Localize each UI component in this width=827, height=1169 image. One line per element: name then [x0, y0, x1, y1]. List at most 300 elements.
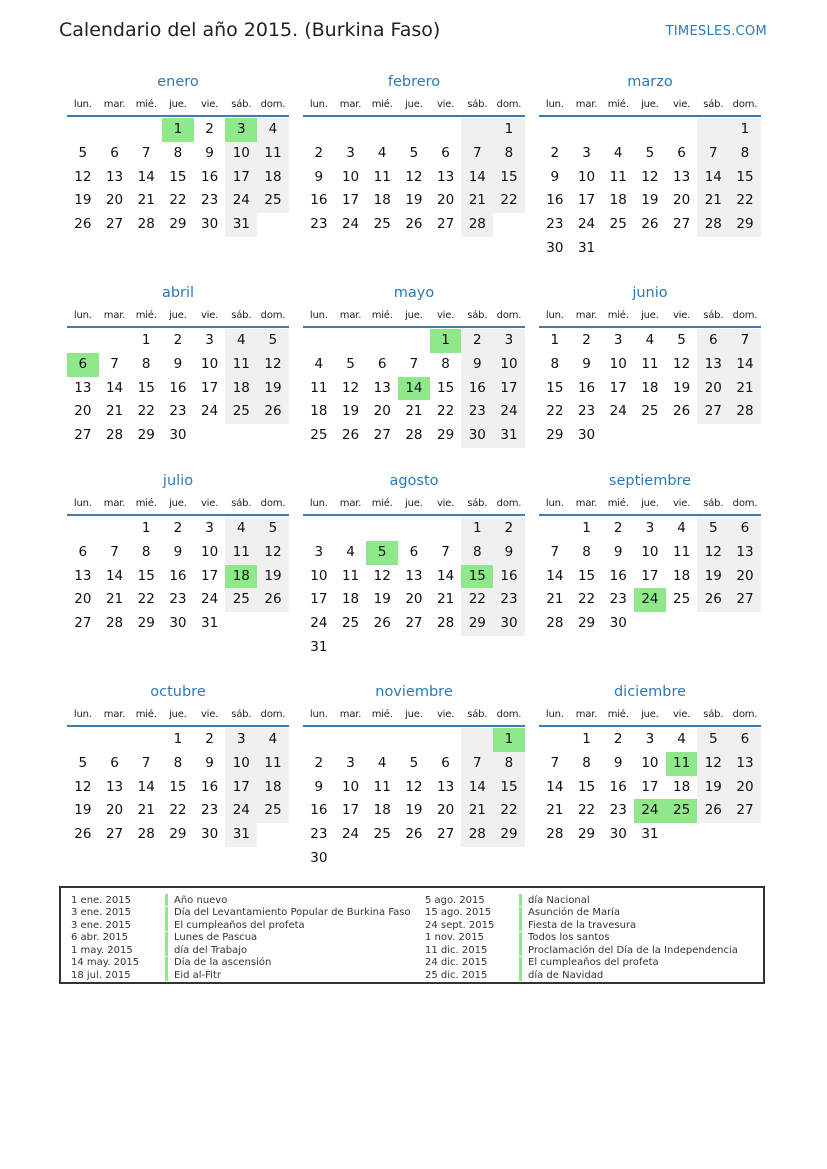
day-grid — [67, 728, 289, 847]
day-cell: 7 — [461, 752, 493, 776]
day-cell: 1 — [582, 731, 591, 747]
day-cell: 20 — [105, 192, 124, 209]
weekday-header — [67, 703, 289, 727]
weekday-label: mar. — [339, 309, 362, 321]
day-cell: 7 — [110, 355, 119, 372]
weekday-label: mié. — [607, 708, 629, 720]
day-cell: 9 — [582, 355, 591, 372]
weekday-label: vie. — [672, 98, 691, 110]
day-cell: 13 — [373, 379, 391, 396]
day-cell: 21 — [137, 192, 155, 209]
day-cell: 26 — [673, 403, 691, 420]
holiday-name: Eid al-Fitr — [174, 969, 221, 981]
day-cell: 23 — [310, 216, 328, 232]
day-cell: 13 — [74, 567, 92, 584]
day-empty — [430, 728, 462, 752]
day-cell: 22 — [577, 802, 596, 819]
day-cell: 25 — [373, 216, 391, 232]
day-cell: 27 — [74, 427, 92, 443]
day-cell: 21 — [546, 591, 564, 608]
day-empty — [539, 118, 571, 142]
day-cell: 17 — [341, 192, 360, 209]
holiday-date: 3 ene. 2015 — [71, 919, 131, 931]
day-empty — [366, 517, 398, 541]
day-cell: 16 — [609, 778, 627, 795]
day-cell: 19 — [405, 802, 423, 819]
day-cell: 2 — [582, 332, 591, 348]
day-cell: 10 — [201, 355, 219, 372]
holiday-date: 5 ago. 2015 — [425, 894, 485, 906]
day-cell: 28 — [437, 615, 455, 631]
day-cell: 8 — [173, 144, 183, 161]
weekday-label: mar. — [575, 98, 598, 110]
weekday-header — [303, 304, 525, 328]
holiday-marker — [519, 944, 522, 956]
day-empty — [303, 728, 335, 752]
holiday-row — [71, 907, 411, 920]
day-cell: 30 — [577, 427, 596, 443]
day-cell: 16 — [609, 567, 627, 584]
weekday-label: lun. — [309, 309, 328, 321]
day-cell: 8 — [461, 541, 493, 565]
day-cell: 30 — [609, 826, 627, 842]
weekday-label: jue. — [169, 98, 187, 110]
weekday-label: sáb. — [231, 497, 252, 509]
day-cell: 6 — [110, 144, 119, 161]
holiday-row — [71, 969, 411, 982]
weekday-label: lun. — [73, 497, 92, 509]
day-cell: 16 — [310, 192, 328, 209]
day-cell: 27 — [437, 216, 455, 232]
day-cell: 8 — [729, 142, 761, 166]
weekday-label: dom. — [260, 98, 286, 110]
day-cell: 18 — [373, 192, 391, 209]
weekday-label: mar. — [103, 708, 126, 720]
day-cell: 10 — [225, 752, 257, 776]
day-cell: 22 — [169, 192, 187, 209]
day-cell: 24 — [310, 615, 328, 631]
day-cell: 11 — [257, 142, 289, 166]
holiday-row — [425, 919, 738, 932]
weekday-label: sáb. — [231, 708, 252, 720]
day-cell: 11 — [257, 752, 289, 776]
weekday-label: lun. — [545, 309, 564, 321]
holiday-date: 25 dic. 2015 — [425, 969, 488, 981]
month-octubre — [67, 681, 289, 847]
day-cell: 21 — [546, 802, 564, 819]
holiday-row — [425, 957, 738, 970]
day-grid — [539, 329, 761, 448]
day-cell: 1 — [550, 332, 560, 348]
day-empty — [130, 118, 162, 142]
day-cell: 10 — [641, 754, 659, 771]
weekday-header — [303, 93, 525, 117]
day-grid — [303, 728, 525, 871]
day-cell: 24 — [341, 216, 360, 232]
holiday-marker — [519, 919, 522, 931]
day-empty — [335, 517, 367, 541]
holiday-name: Asunción de María — [528, 907, 621, 919]
weekday-label: dom. — [732, 708, 758, 720]
weekday-header — [303, 492, 525, 516]
day-empty — [634, 118, 666, 142]
day-cell: 4 — [677, 731, 686, 747]
weekday-label: mié. — [371, 98, 393, 110]
day-grid — [539, 728, 761, 847]
month-septiembre — [539, 470, 761, 636]
day-cell: 4 — [225, 329, 257, 353]
day-cell: 17 — [641, 567, 659, 584]
day-cell: 3 — [314, 543, 324, 560]
weekday-label: jue. — [405, 708, 423, 720]
day-cell: 19 — [641, 192, 659, 209]
site-link[interactable]: TIMESLES.COM — [665, 24, 767, 39]
weekday-header — [67, 492, 289, 516]
weekday-label: dom. — [496, 309, 522, 321]
day-cell: 27 — [105, 826, 124, 842]
day-cell: 6 — [677, 144, 686, 161]
month-julio — [67, 470, 289, 636]
day-cell: 15 — [437, 379, 455, 396]
day-cell: 13 — [405, 567, 423, 584]
day-cell: 15 — [137, 379, 155, 396]
day-cell: 12 — [257, 353, 289, 377]
day-cell: 8 — [493, 752, 525, 776]
day-cell: 19 — [257, 377, 289, 401]
day-cell: 26 — [257, 400, 289, 424]
day-cell: 30 — [546, 239, 564, 256]
day-empty — [335, 329, 367, 353]
day-cell: 6 — [441, 754, 450, 771]
month-junio — [539, 282, 761, 448]
weekday-label: mié. — [135, 98, 157, 110]
day-cell: 17 — [201, 567, 219, 584]
holiday-date: 18 jul. 2015 — [71, 969, 131, 981]
day-cell: 31 — [225, 213, 257, 237]
day-cell: 12 — [405, 168, 423, 185]
day-cell: 31 — [641, 826, 659, 842]
day-cell: 25 — [641, 403, 659, 420]
day-cell: 5 — [78, 144, 88, 161]
day-cell: 16 — [493, 565, 525, 589]
day-cell: 3 — [225, 728, 257, 752]
day-cell: 17 — [609, 379, 627, 396]
day-empty — [67, 329, 99, 353]
day-cell: 11 — [666, 752, 698, 776]
day-cell: 2 — [205, 121, 214, 137]
day-cell: 12 — [74, 168, 92, 185]
weekday-label: mar. — [103, 497, 126, 509]
weekday-label: mié. — [607, 309, 629, 321]
day-cell: 20 — [437, 192, 455, 209]
day-cell: 18 — [225, 565, 257, 589]
holiday-name: Proclamación del Día de la Independencia — [528, 944, 738, 956]
day-empty — [303, 517, 335, 541]
day-cell: 22 — [169, 802, 187, 819]
day-cell: 17 — [310, 591, 328, 608]
day-empty — [335, 118, 367, 142]
weekday-label: jue. — [169, 708, 187, 720]
day-cell: 3 — [645, 520, 655, 536]
day-cell: 27 — [405, 615, 423, 631]
day-cell: 2 — [493, 517, 525, 541]
day-cell: 23 — [577, 403, 596, 420]
weekday-label: vie. — [436, 708, 455, 720]
holiday-marker — [519, 894, 522, 906]
day-empty — [67, 728, 99, 752]
day-cell: 27 — [437, 826, 455, 842]
day-cell: 25 — [666, 799, 698, 823]
day-cell: 5 — [346, 355, 355, 372]
day-cell: 31 — [310, 638, 328, 655]
weekday-label: mar. — [575, 708, 598, 720]
day-empty — [366, 329, 398, 353]
day-cell: 21 — [729, 377, 761, 401]
day-empty — [99, 329, 131, 353]
weekday-label: vie. — [672, 708, 691, 720]
day-cell: 9 — [205, 754, 214, 771]
day-cell: 14 — [546, 567, 564, 584]
day-cell: 15 — [493, 776, 525, 800]
weekday-label: vie. — [672, 497, 691, 509]
day-empty — [398, 329, 430, 353]
day-cell: 19 — [673, 379, 691, 396]
day-cell: 12 — [257, 541, 289, 565]
day-cell: 26 — [405, 826, 423, 842]
weekday-header — [303, 703, 525, 727]
day-cell: 14 — [105, 379, 124, 396]
weekday-label: lun. — [309, 497, 328, 509]
weekday-label: mié. — [135, 708, 157, 720]
day-cell: 19 — [257, 565, 289, 589]
holiday-column-right — [425, 894, 738, 982]
weekday-label: lun. — [73, 309, 92, 321]
holiday-date: 1 nov. 2015 — [425, 932, 484, 944]
day-cell: 15 — [493, 166, 525, 190]
day-cell: 24 — [609, 403, 627, 420]
weekday-label: vie. — [200, 98, 219, 110]
day-cell: 22 — [546, 403, 564, 420]
weekday-label: mar. — [339, 98, 362, 110]
day-cell: 3 — [613, 332, 623, 348]
day-cell: 6 — [441, 144, 450, 161]
day-cell: 15 — [169, 168, 187, 185]
day-cell: 5 — [677, 332, 686, 348]
day-cell: 23 — [609, 802, 627, 819]
day-cell: 13 — [729, 541, 761, 565]
day-cell: 19 — [405, 192, 423, 209]
day-cell: 1 — [493, 728, 525, 752]
day-empty — [602, 118, 634, 142]
holiday-row — [425, 944, 738, 957]
day-cell: 13 — [74, 379, 92, 396]
day-cell: 10 — [493, 353, 525, 377]
day-cell: 25 — [609, 216, 627, 232]
day-cell: 12 — [697, 541, 729, 565]
day-cell: 12 — [673, 355, 691, 372]
holiday-date: 15 ago. 2015 — [425, 907, 492, 919]
day-cell: 28 — [105, 615, 124, 631]
day-cell: 25 — [673, 591, 691, 608]
holiday-row — [71, 919, 411, 932]
holiday-row — [425, 932, 738, 945]
day-cell: 7 — [550, 543, 560, 560]
day-cell: 12 — [373, 567, 391, 584]
holiday-marker — [519, 969, 522, 981]
day-cell: 8 — [582, 754, 591, 771]
day-empty — [335, 728, 367, 752]
day-cell: 17 — [225, 166, 257, 190]
day-cell: 13 — [697, 353, 729, 377]
weekday-label: lun. — [545, 497, 564, 509]
weekday-label: dom. — [496, 708, 522, 720]
day-grid — [539, 517, 761, 636]
day-cell: 26 — [257, 588, 289, 612]
day-cell: 11 — [641, 355, 659, 372]
weekday-label: dom. — [260, 708, 286, 720]
day-cell: 20 — [729, 565, 761, 589]
day-cell: 6 — [729, 517, 761, 541]
weekday-label: mar. — [103, 98, 126, 110]
weekday-label: mié. — [135, 497, 157, 509]
day-cell: 13 — [437, 168, 455, 185]
day-cell: 24 — [577, 216, 596, 232]
day-cell: 16 — [310, 802, 328, 819]
day-cell: 1 — [141, 332, 151, 348]
day-cell: 5 — [697, 517, 729, 541]
day-cell: 7 — [461, 142, 493, 166]
holiday-marker — [165, 957, 168, 969]
day-grid — [67, 329, 289, 448]
weekday-label: mié. — [371, 497, 393, 509]
day-cell: 22 — [461, 588, 493, 612]
day-cell: 29 — [137, 427, 155, 443]
day-cell: 13 — [437, 778, 455, 795]
day-cell: 28 — [461, 213, 493, 237]
day-empty — [99, 517, 131, 541]
holiday-marker — [519, 957, 522, 969]
day-cell: 1 — [430, 329, 462, 353]
day-cell: 15 — [577, 567, 596, 584]
day-cell: 22 — [493, 799, 525, 823]
holiday-name: El cumpleaños del profeta — [528, 957, 659, 969]
day-empty — [539, 728, 571, 752]
day-cell: 7 — [409, 355, 419, 372]
holiday-date: 11 dic. 2015 — [425, 944, 488, 956]
weekday-label: lun. — [73, 98, 92, 110]
day-cell: 7 — [729, 329, 761, 353]
day-cell: 23 — [493, 588, 525, 612]
day-cell: 21 — [105, 403, 124, 420]
month-name: junio — [632, 285, 668, 301]
day-cell: 3 — [205, 520, 214, 536]
day-cell: 25 — [225, 400, 257, 424]
day-cell: 29 — [137, 615, 155, 631]
holiday-marker — [165, 907, 168, 919]
day-cell: 14 — [398, 377, 430, 401]
holiday-name: Año nuevo — [174, 894, 228, 906]
day-cell: 4 — [677, 520, 686, 536]
weekday-label: lun. — [73, 708, 92, 720]
day-cell: 23 — [609, 591, 627, 608]
day-cell: 26 — [341, 427, 360, 443]
day-cell: 6 — [729, 728, 761, 752]
day-cell: 10 — [577, 168, 596, 185]
day-cell: 11 — [225, 541, 257, 565]
weekday-label: vie. — [436, 309, 455, 321]
day-empty — [697, 118, 729, 142]
holiday-date: 1 may. 2015 — [71, 944, 133, 956]
day-empty — [461, 728, 493, 752]
holiday-column-left — [71, 894, 411, 982]
day-cell: 6 — [697, 329, 729, 353]
day-cell: 8 — [141, 543, 151, 560]
day-cell: 7 — [141, 144, 151, 161]
month-name: abril — [161, 285, 195, 301]
day-cell: 12 — [405, 778, 423, 795]
day-cell: 30 — [461, 424, 493, 448]
day-cell: 10 — [201, 543, 219, 560]
holiday-marker — [165, 969, 168, 981]
day-cell: 9 — [173, 355, 183, 372]
day-cell: 13 — [673, 168, 691, 185]
day-cell: 27 — [673, 216, 691, 232]
weekday-label: vie. — [200, 708, 219, 720]
day-cell: 3 — [493, 329, 525, 353]
holiday-row — [71, 932, 411, 945]
day-empty — [461, 118, 493, 142]
day-cell: 26 — [74, 826, 92, 842]
day-cell: 11 — [225, 353, 257, 377]
day-cell: 18 — [609, 192, 627, 209]
day-cell: 4 — [225, 517, 257, 541]
weekday-label: jue. — [641, 98, 659, 110]
day-cell: 4 — [645, 332, 655, 348]
weekday-label: mié. — [607, 497, 629, 509]
weekday-label: vie. — [672, 309, 691, 321]
weekday-label: sáb. — [231, 309, 252, 321]
page-title: Calendario del año 2015. (Burkina Faso) — [59, 19, 441, 41]
holiday-marker — [519, 932, 522, 944]
day-cell: 21 — [697, 189, 729, 213]
day-cell: 4 — [377, 144, 387, 161]
day-cell: 1 — [141, 520, 151, 536]
day-cell: 29 — [546, 427, 564, 443]
day-cell: 17 — [641, 778, 659, 795]
day-cell: 15 — [546, 379, 564, 396]
weekday-label: sáb. — [703, 309, 724, 321]
day-cell: 12 — [74, 778, 92, 795]
day-cell: 30 — [169, 427, 187, 443]
day-cell: 8 — [173, 754, 183, 771]
day-cell: 9 — [314, 778, 324, 795]
day-cell: 18 — [641, 379, 659, 396]
day-cell: 26 — [74, 216, 92, 232]
day-cell: 22 — [137, 403, 155, 420]
holiday-name: Fiesta de la travesura — [528, 919, 637, 931]
day-cell: 29 — [493, 823, 525, 847]
day-cell: 30 — [493, 612, 525, 636]
weekday-label: jue. — [641, 708, 659, 720]
day-cell: 9 — [613, 754, 623, 771]
day-cell: 4 — [314, 355, 324, 372]
month-name: julio — [162, 473, 194, 489]
weekday-label: mar. — [575, 497, 598, 509]
weekday-label: mar. — [339, 497, 362, 509]
day-cell: 22 — [137, 591, 155, 608]
holiday-marker — [165, 919, 168, 931]
day-cell: 23 — [461, 400, 493, 424]
